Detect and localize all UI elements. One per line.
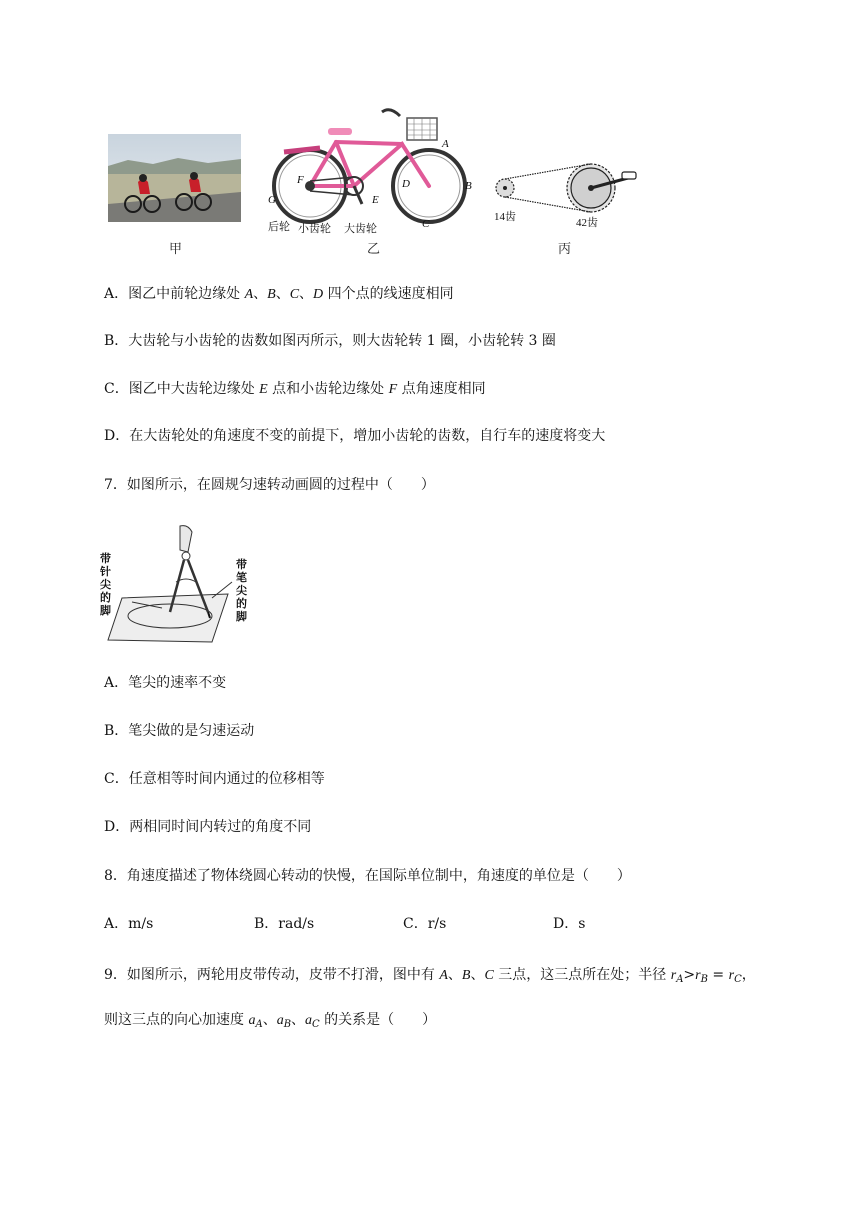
q7-option-d: D．两相同时间内转过的角度不同 (104, 819, 312, 835)
figure-jia-caption: 甲 (169, 242, 183, 257)
q7-option-c: C．任意相等时间内通过的位移相等 (104, 771, 325, 787)
q8-stem: 8．角速度描述了物体绕圆心转动的快慢，在国际单位制中，角速度的单位是（ ） (104, 868, 631, 884)
figure-bing-gears (488, 156, 640, 228)
q8-option-d: D．s (553, 916, 586, 932)
q7-option-a: A．笔尖的速率不变 (104, 675, 227, 691)
q8-option-b: B．rad/s (254, 916, 315, 932)
label-42-teeth: 42齿 (576, 217, 598, 229)
label-needle-leg: 带针尖的脚 (100, 552, 111, 617)
q6-option-d: D．在大齿轮处的角速度不变的前提下，增加小齿轮的齿数，自行车的速度将变大 (104, 428, 606, 444)
figure-yi-caption: 乙 (367, 242, 381, 257)
label-B: B (465, 180, 472, 192)
q6-option-b: B．大齿轮与小齿轮的齿数如图丙所示，则大齿轮转 1 圈，小齿轮转 3 圈 (104, 333, 556, 349)
label-rear-wheel: 后轮 (268, 221, 290, 233)
label-14-teeth: 14齿 (494, 211, 516, 223)
label-F: F (297, 174, 304, 186)
q9-stem-line1: 9．如图所示，两轮用皮带传动，皮带不打滑，图中有 A、B、C 三点，这三点所在处；半径 $r_A>r_B = r_C$， (104, 967, 756, 985)
label-pen-leg: 带笔尖的脚 (236, 558, 247, 623)
q6-option-c: C．图乙中大齿轮边缘处 E 点和小齿轮边缘处 F 点角速度相同 (104, 381, 486, 397)
label-small-gear: 小齿轮 (298, 223, 331, 235)
label-G: G (268, 194, 276, 206)
q8-option-a: A．m/s (104, 916, 154, 932)
figure-jia-photo (108, 134, 241, 222)
q6-option-a: A．图乙中前轮边缘处 A、B、C、D 四个点的线速度相同 (104, 286, 454, 302)
label-D: D (402, 178, 410, 190)
label-big-gear: 大齿轮 (344, 223, 377, 235)
q7-option-b: B．笔尖做的是匀速运动 (104, 723, 255, 739)
q9-stem-line2: 则这三点的向心加速度 $a_A$、$a_B$、$a_C$ 的关系是（ ） (104, 1012, 437, 1030)
label-C: C (422, 218, 430, 230)
q8-option-c: C．r/s (403, 916, 447, 932)
label-E: E (372, 194, 379, 206)
figure-bing-caption: 丙 (558, 242, 572, 257)
figure-yi-bicycle (262, 104, 484, 240)
label-A: A (442, 138, 449, 150)
figure-compass (100, 522, 260, 644)
q7-stem: 7．如图所示，在圆规匀速转动画圆的过程中（ ） (104, 477, 435, 493)
